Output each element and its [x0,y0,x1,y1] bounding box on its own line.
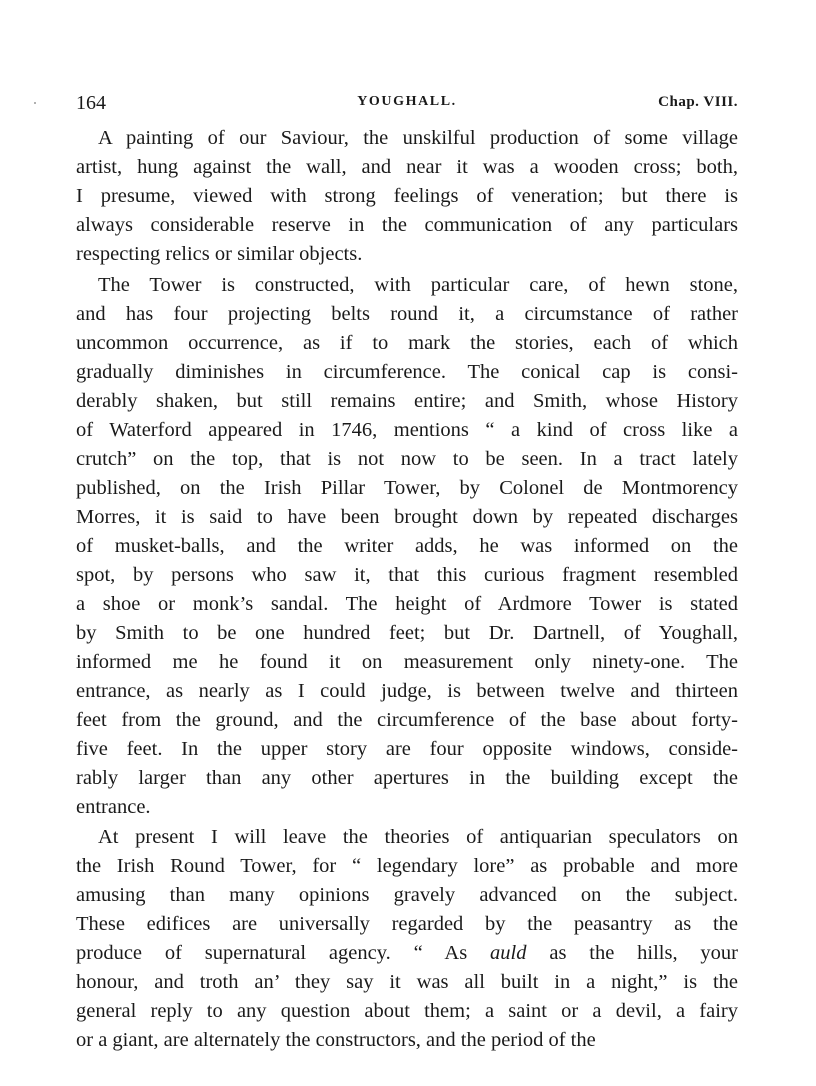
text-line: informed me he found it on measurement only ninety-one. The [76,650,738,673]
text-line: uncommon occurrence, as if to mark the stories, each of which [76,331,738,354]
text-line: artist, hung against the wall, and near it was a wooden cross; both, [76,156,738,178]
text-line: I presume, viewed with strong feelings of veneration; but there is [76,185,738,207]
text-line: Morres, it is said to have been brought down by repeated discharges [76,505,738,528]
paragraph [76,124,738,269]
text-line: feet from the ground, and the circumference of the base about forty- [76,708,738,731]
chapter-label: Chap. VIII. [658,94,738,110]
text-line: entrance. [76,795,151,818]
text-line: honour, and troth an’ they say it was all built in a night,” is the [76,971,738,993]
text-line: a shoe or monk’s sandal. The height of Ardmore Tower is stated [76,592,738,615]
text-line: published, on the Irish Pillar Tower, by Colonel de Montmorency [76,476,738,499]
text-line: general reply to any question about them; a saint or a devil, a fairy [76,1000,738,1022]
text-line: gradually diminishes in circumference. The conical cap is consi- [76,360,738,383]
text-line: produce of supernatural agency. “ As auld as the hills, your [76,942,738,964]
text-line: by Smith to be one hundred feet; but Dr. Dartnell, of Youghall, [76,621,738,644]
text-line: and has four projecting belts round it, a circumstance of rather [76,302,738,325]
paragraph [76,823,738,1055]
scan-speck [34,102,36,104]
text-line: spot, by persons who saw it, that this curious fragment resembled [76,563,738,586]
text-line: derably shaken, but still remains entire; and Smith, whose History [76,389,738,412]
text-line: respecting relics or similar objects. [76,243,363,265]
text-line: These edifices are universally regarded by the peasantry as the [76,913,738,935]
text-line: of Waterford appeared in 1746, mentions “ a kind of cross like a [76,418,738,441]
text-line: rably larger than any other apertures in the building except the [76,766,738,789]
text-line: of musket-balls, and the writer adds, he was informed on the [76,534,738,557]
text-line: The Tower is constructed, with particular care, of hewn stone, [98,273,738,296]
running-title: YOUGHALL. [357,94,457,109]
italic-word: auld [490,942,527,964]
text-line: A painting of our Saviour, the unskilful production of some village [98,127,738,149]
paragraph [76,271,738,822]
body-text [76,124,738,1055]
text-line: entrance, as nearly as I could judge, is between twelve and thirteen [76,679,738,702]
page-number: 164 [76,92,106,114]
text-line: always considerable reserve in the communication of any particulars [76,214,738,236]
text-line: five feet. In the upper story are four opposite windows, conside- [76,737,738,760]
text-line: amusing than many opinions gravely advanced on the subject. [76,884,738,906]
text-line: At present I will leave the theories of antiquarian speculators on [98,826,738,848]
text-line: crutch” on the top, that is not now to be seen. In a tract lately [76,447,738,470]
book-page [76,92,738,1057]
running-head [76,92,738,120]
text-line: or a giant, are alternately the constructors, and the period of the [76,1029,596,1051]
text-line: the Irish Round Tower, for “ legendary lore” as probable and more [76,855,738,877]
